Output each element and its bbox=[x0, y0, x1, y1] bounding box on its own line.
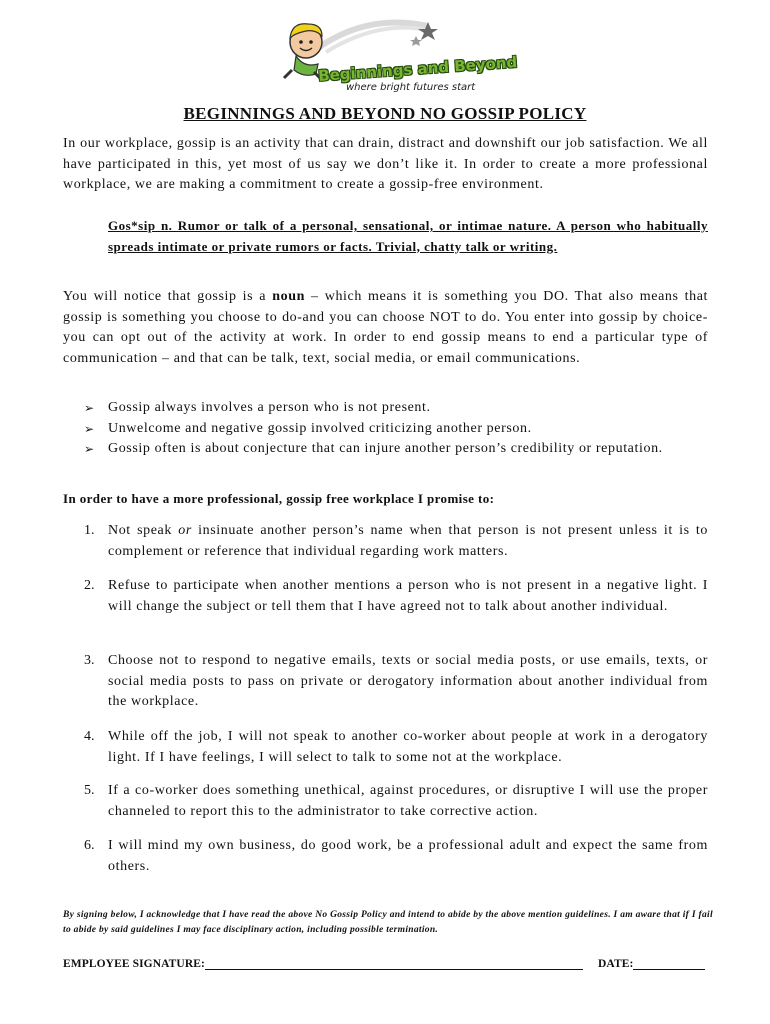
acknowledgement-text: By signing below, I acknowledge that I have read the above No Gossip Policy and intend to abide by the above mention guidelines. I am aware that if I fail to abide by said guidelines I may face disciplinary action, including possible termination. bbox=[63, 910, 713, 935]
promise-item bbox=[84, 727, 708, 768]
promise-number: 3. bbox=[84, 653, 95, 668]
logo-tagline: where bright futures start bbox=[346, 82, 476, 93]
promise-number: 1. bbox=[84, 523, 95, 538]
promise-number: 6. bbox=[84, 838, 95, 853]
arrow-bullet-icon: ➢ bbox=[84, 401, 95, 415]
logo-brand-text: Beginnings and Beyond bbox=[317, 53, 518, 85]
promise-item bbox=[84, 651, 708, 713]
list-item bbox=[84, 419, 708, 440]
promise-item bbox=[84, 521, 708, 562]
promise-text bbox=[108, 521, 708, 562]
bullet-text: Gossip always involves a person who is not present. bbox=[108, 400, 431, 415]
promise-text: While off the job, I will not speak to another co-worker about people at work in a derogatory light. If I have feelings, I will select to talk to some not at the workplace. bbox=[108, 729, 708, 765]
employee-signature-label: EMPLOYEE SIGNATURE: bbox=[63, 958, 205, 970]
promise-number: 5. bbox=[84, 783, 95, 798]
bullet-text: Gossip often is about conjecture that can injure another person’s credibility or reputation. bbox=[108, 441, 663, 456]
promise-text: If a co-worker does something unethical, against procedures, or disruptive I will use the proper channeled to report this to the administrator to take corrective action. bbox=[108, 783, 708, 819]
notice-paragraph bbox=[63, 287, 708, 369]
bullet-text: Unwelcome and negative gossip involved criticizing another person. bbox=[108, 420, 532, 436]
list-item bbox=[84, 439, 708, 460]
employee-signature-line[interactable] bbox=[205, 958, 583, 970]
employee-signature-field[interactable] bbox=[63, 958, 583, 970]
notice-text-after: – which means it is something you DO. That also means that gossip is something you choose to do-and you can choose NOT to do. You enter into gossip by choice-you can opt out of the activity at work. In order to end gossip means to end a particular type of communication – and that can be talk, text, social media, or email communications. bbox=[63, 289, 709, 366]
promise-text-before: Not speak bbox=[108, 523, 179, 538]
promise-item bbox=[84, 781, 708, 822]
notice-text-before: You will notice that gossip is a bbox=[63, 289, 273, 304]
promise-item bbox=[84, 836, 708, 877]
arrow-bullet-icon: ➢ bbox=[84, 442, 95, 456]
promise-number: 4. bbox=[84, 729, 95, 744]
date-field[interactable] bbox=[598, 958, 705, 970]
gossip-definition: Gos*sip n. Rumor or talk of a personal, sensational, or intimae nature. A person who habitually spreads intimate or private rumors or facts. Trivial, chatty talk or writing. bbox=[108, 218, 708, 254]
date-line[interactable] bbox=[633, 958, 705, 970]
promise-text: I will mind my own business, do good work, be a professional adult and expect the same from others. bbox=[108, 838, 708, 874]
promise-heading: In order to have a more professional, gossip free workplace I promise to: bbox=[63, 491, 495, 506]
promise-text: Refuse to participate when another mentions a person who is not present in a negative light. I will change the subject or tell them that I have agreed not to talk about another individual. bbox=[108, 578, 708, 614]
notice-noun: noun bbox=[272, 289, 305, 304]
intro-paragraph: In our workplace, gossip is an activity that can drain, distract and downshift our job satisfaction. We all have participated in this, yet most of us say we don’t like it. In order to create a more professional workplace, we are making a commitment to create a gossip-free environment. bbox=[63, 136, 708, 192]
arrow-bullet-icon: ➢ bbox=[84, 421, 95, 436]
gossip-facts-list bbox=[84, 398, 708, 460]
page-title: BEGINNINGS AND BEYOND NO GOSSIP POLICY bbox=[183, 104, 587, 123]
promise-number: 2. bbox=[84, 578, 95, 593]
promise-text-emphasis: or bbox=[178, 523, 192, 538]
list-item bbox=[84, 398, 708, 419]
beginnings-and-beyond-logo bbox=[278, 8, 518, 100]
promise-text: Choose not to respond to negative emails, texts or social media posts, or use emails, texts, or social media posts to pass on private or derogatory information about another individual from the workplace. bbox=[108, 653, 708, 709]
promise-text-after: insinuate another person’s name when that person is not present unless it is to complement or reference that individual regarding work matters. bbox=[108, 523, 708, 559]
date-label: DATE: bbox=[598, 958, 634, 970]
promise-item bbox=[84, 576, 708, 617]
